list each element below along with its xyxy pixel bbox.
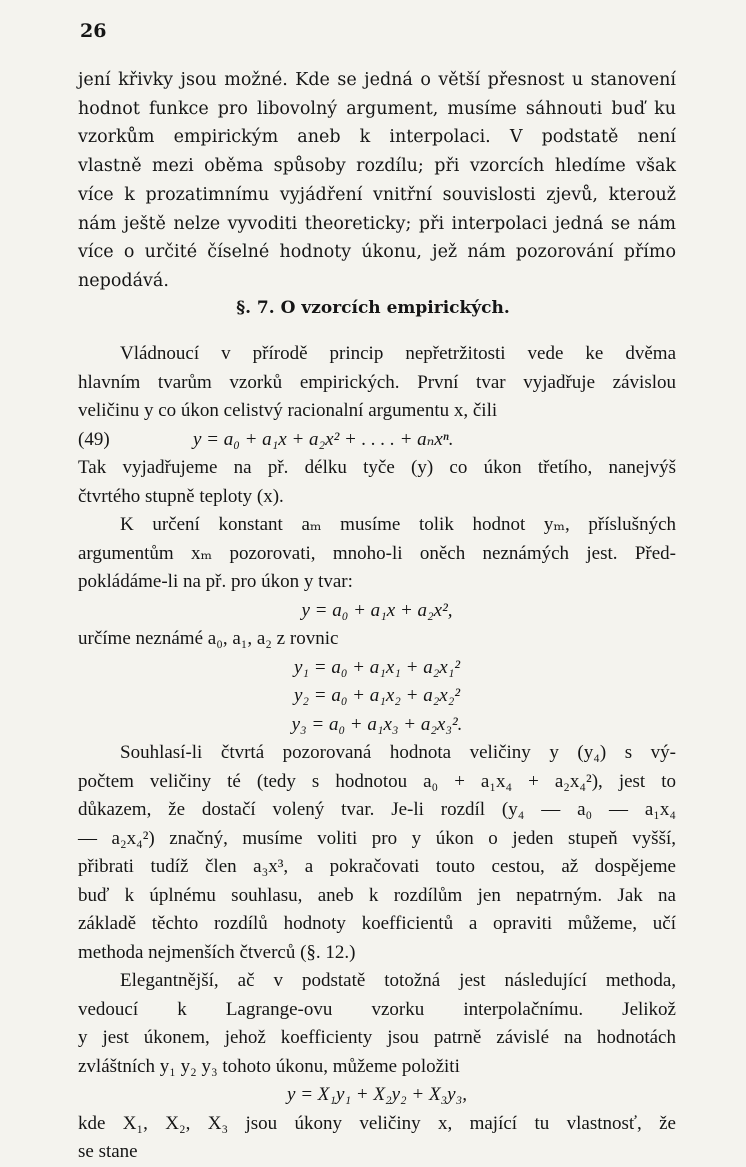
text-line: Souhlasí-li čtvrtá pozorovaná hodnota veličiny y (y₄) s vý-: [120, 742, 676, 763]
text-line: nám ještě nelze vyvoditi theoreticky; při interpolaci jedná se nám: [78, 213, 676, 234]
equation: y₃ = a₀ + a₁x₃ + a₂x₃².: [291, 713, 463, 735]
text-line: důkazem, že dostačí volený tvar. Je-li rozdíl (y₄ — a₀ — a₁x₄: [78, 799, 676, 820]
text-line: více k prozatimnímu vyjádření vnitřní souvislosti zjevů, kterouž: [78, 184, 676, 205]
equation-label: (49): [78, 428, 110, 450]
text-line: argumentům xₘ pozorovati, mnoho-li oněch neznámých jest. Před-: [78, 542, 676, 564]
text-line: hlavním tvarům vzorků empirických. První tvar vyjadřuje závislou: [78, 371, 676, 393]
text-line: kde X₁, X₂, X₃ jsou úkony veličiny x, mající tu vlastnosť, že: [78, 1112, 676, 1134]
paragraph-intro: [78, 66, 676, 296]
equation: y = a₀ + a₁x + a₂x² + . . . . + aₙxⁿ.: [193, 428, 454, 450]
text-line: pokládáme-li na př. pro úkon y tvar:: [78, 571, 353, 592]
page-number: 26: [80, 20, 107, 42]
equation: y = X₁y₁ + X₂y₂ + X₃y₃,: [287, 1084, 467, 1105]
text-line: nepodává.: [78, 270, 169, 291]
equation: y = a₀ + a₁x + a₂x²,: [301, 599, 453, 621]
text-line: více o určité číselné hodnoty úkonu, jež nám pozorování přímo: [78, 242, 676, 263]
equation: y₂ = a₀ + a₁x₂ + a₂x₂²: [293, 685, 461, 706]
text-line: základě těchto rozdílů hodnoty koefficientů a opraviti můžeme, učí: [78, 913, 676, 934]
text-line: Tak vyjadřujeme na př. délku tyče (y) co úkon třetího, nanejvýš: [78, 457, 676, 478]
text-line: y jest úkonem, jehož koefficienty jsou patrně závislé na hodnotách: [78, 1027, 676, 1048]
section-body: [78, 340, 676, 1167]
equation-49: [78, 426, 676, 455]
text-line: vlastně mezi oběma spůsoby rozdílu; při vzorcích hledíme však: [78, 156, 676, 177]
text-line: K určení konstant aₘ musíme tolik hodnot yₘ, příslušných: [120, 514, 676, 535]
text-line: Vládnoucí v přírodě princip nepřetržitosti vede ke dvěma: [120, 343, 676, 364]
text-line: — a₂x₄²) značný, musíme voliti pro y úkon o jeden stupeň vyšší,: [78, 827, 676, 849]
text-line: zvláštních y₁ y₂ y₃ tohoto úkonu, můžeme položiti: [78, 1055, 460, 1077]
text-line: veličinu y co úkon celistvý racionalní argumentu x, čili: [78, 400, 498, 421]
equation: y₁ = a₀ + a₁x₁ + a₂x₁²: [293, 656, 461, 678]
section-heading: §. 7. O vzorcích empirických.: [236, 298, 510, 318]
text-line: vedoucí k Lagrange-ovu vzorku interpolačnímu. Jelikož: [78, 998, 676, 1020]
text-line: počtem veličiny té (tedy s hodnotou a₀ + a₁x₄ + a₂x₄²), jest to: [78, 770, 676, 792]
text-line: určíme neznámé a₀, a₁, a₂ z rovnic: [78, 628, 339, 649]
text-line: hodnot funkce pro libovolný argument, musíme sáhnouti buď ku: [78, 98, 676, 119]
text-line: Elegantnější, ač v podstatě totožná jest následující methoda,: [120, 970, 676, 991]
text-line: jení křivky jsou možné. Kde se jedná o větší přesnost u stanovení: [78, 70, 676, 90]
text-line: methoda nejmenších čtverců (§. 12.): [78, 941, 356, 963]
text-line: buď k úplnému souhlasu, aneb k rozdílům jen nepatrným. Jak na: [78, 884, 676, 906]
text-line: se stane: [78, 1141, 138, 1162]
text-line: přibrati tudíž člen a₃x³, a pokračovati touto cestou, až dospějeme: [78, 856, 676, 877]
text-line: vzorkům empirickým aneb k interpolaci. V podstatě není: [78, 127, 676, 148]
text-line: čtvrtého stupně teploty (x).: [78, 485, 284, 507]
